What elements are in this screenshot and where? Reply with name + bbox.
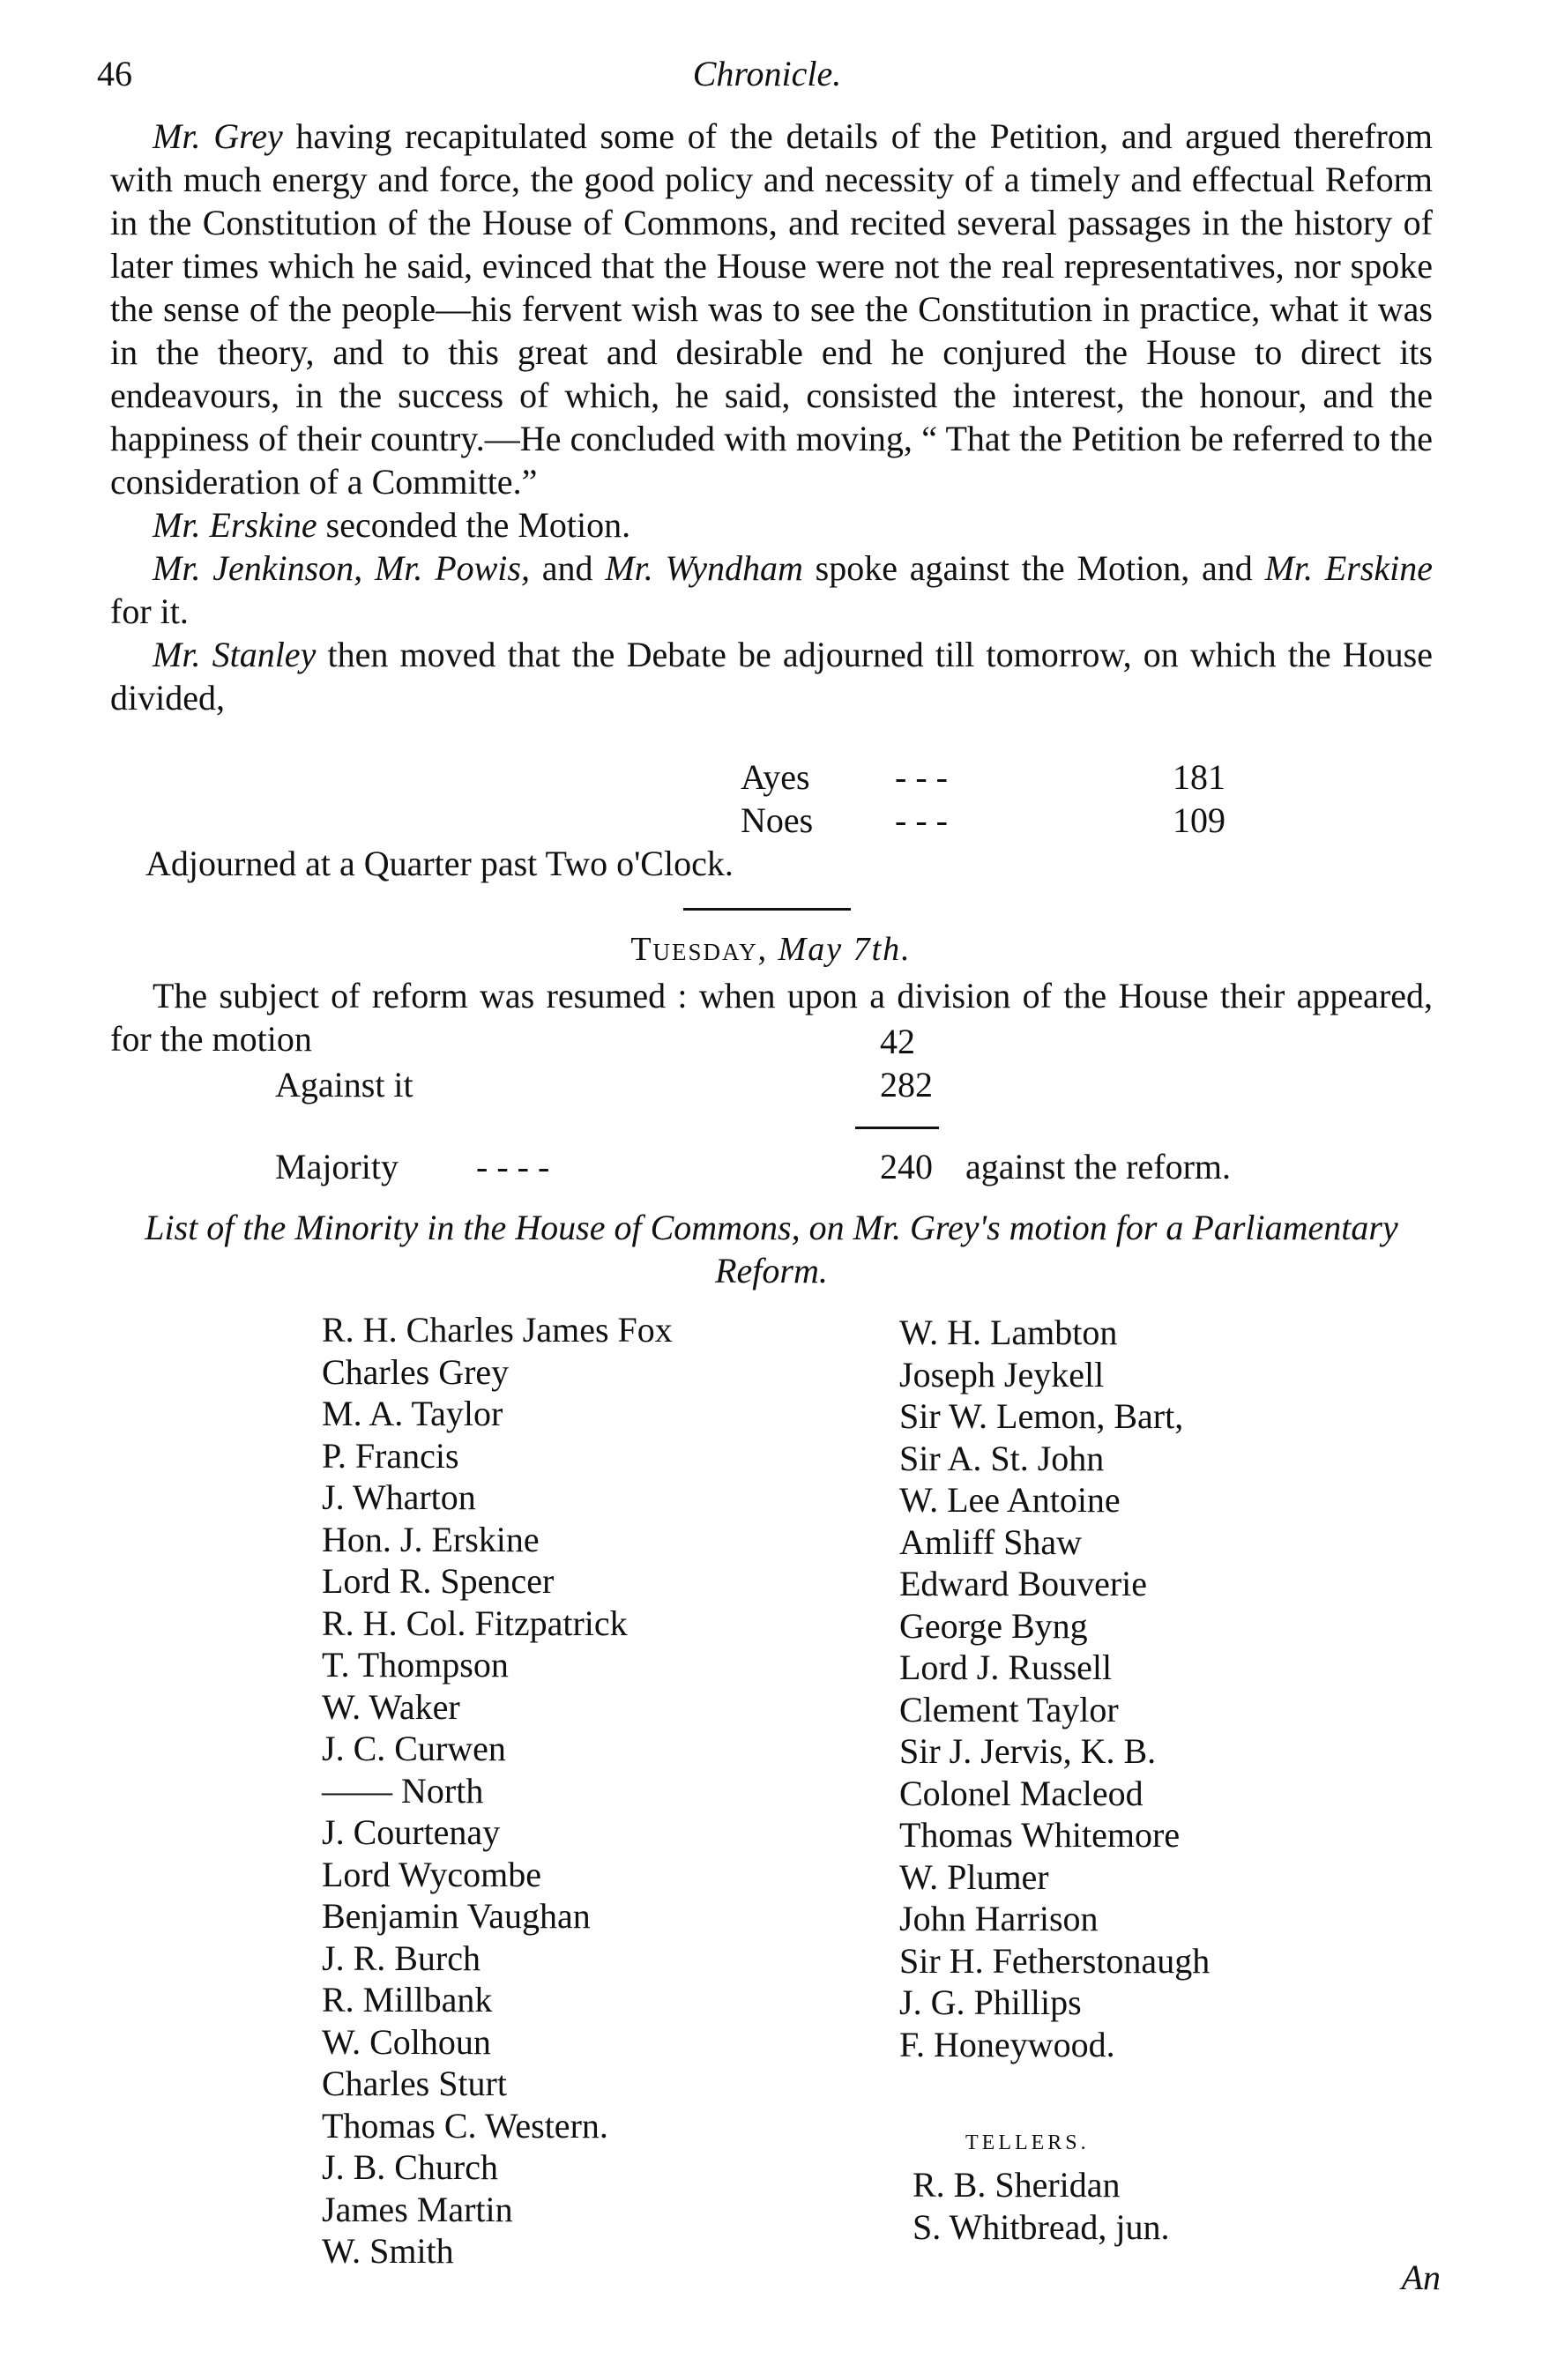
member-name: Joseph Jeykell (899, 1354, 1105, 1395)
page-header (97, 53, 1437, 106)
paragraph-text: spoke against the Motion, and (802, 548, 1265, 588)
speaker-name: Mr. Jenkinson, Mr. Powis, (153, 548, 530, 588)
noes-dashes: - - - (895, 800, 948, 840)
member-name: F. Honeywood. (899, 2024, 1115, 2064)
noes-value: 109 (1173, 800, 1225, 840)
majority-value: 240 (880, 1147, 933, 1186)
member-name: Thomas C. Western. (322, 2105, 608, 2146)
noes-row (145, 800, 1433, 843)
minority-list-right (899, 1312, 1210, 2065)
member-name: W. Colhoun (322, 2021, 491, 2062)
paragraph (110, 633, 1433, 719)
member-name: J. B. Church (322, 2147, 498, 2187)
member-name: J. R. Burch (322, 1937, 480, 1978)
member-name: Sir J. Jervis, K. B. (899, 1731, 1157, 1771)
member-name: Amliff Shaw (899, 1521, 1083, 1562)
section-heading (0, 930, 1542, 969)
member-name: W. Smith (322, 2231, 454, 2271)
majority-suffix: against the reform. (965, 1147, 1231, 1186)
majority-label: Majority (275, 1147, 399, 1186)
member-name: Lord J. Russell (899, 1647, 1113, 1687)
member-name: J. G. Phillips (899, 1982, 1082, 2022)
member-name: —— North (322, 1770, 484, 1811)
ayes-value: 181 (1173, 757, 1225, 797)
member-name: Charles Sturt (322, 2064, 507, 2103)
paragraph-text: for it. (110, 591, 189, 631)
paragraph (110, 115, 1433, 503)
speaker-name: Mr. Erskine (153, 505, 317, 545)
ayes-label: Ayes (741, 757, 810, 797)
paragraph (110, 547, 1433, 633)
division-result (145, 756, 1433, 886)
heading-date: May 7th. (778, 931, 912, 968)
against-value: 282 (880, 1065, 933, 1104)
member-name: Thomas Whitemore (899, 1815, 1181, 1855)
member-name: Clement Taylor (899, 1689, 1119, 1729)
majority-row (145, 1146, 1433, 1189)
member-name: J. Wharton (322, 1477, 476, 1517)
heading-day: Tuesday, (630, 931, 769, 968)
ayes-row (145, 756, 1433, 800)
page-number: 46 (97, 54, 132, 93)
member-name: Benjamin Vaughan (322, 1896, 591, 1936)
section-rule (683, 908, 851, 911)
member-name: John Harrison (899, 1899, 1099, 1938)
member-name: W. Lee Antoine (899, 1480, 1121, 1520)
ayes-dashes: - - - (895, 757, 948, 797)
member-name: R. H. Col. Fitzpatrick (322, 1603, 628, 1643)
for-value: 42 (880, 1022, 915, 1061)
member-name: P. Francis (322, 1435, 459, 1476)
member-name: J. Courtenay (322, 1812, 501, 1852)
adjourned-row (145, 843, 1433, 886)
speaker-name: Mr. Erskine (1264, 548, 1433, 588)
member-name: W. Plumer (899, 1856, 1049, 1897)
catchword: An (1401, 2257, 1441, 2297)
running-title: Chronicle. (692, 54, 842, 93)
member-name: J. C. Curwen (322, 1729, 506, 1768)
tuesday-text: The subject of reform was resumed : when upon a division of the House their appeared, for the motion (110, 976, 1433, 1059)
paragraph (110, 503, 1433, 547)
tellers-label: TELLERS. (965, 2131, 1090, 2154)
debate-paragraphs (110, 115, 1433, 719)
speaker-name: Mr. Wyndham (605, 548, 803, 588)
member-name: W. Waker (322, 1686, 460, 1727)
member-name: R. H. Charles James Fox (322, 1310, 673, 1350)
noes-label: Noes (741, 800, 814, 840)
speaker-name: Mr. Stanley (153, 635, 317, 674)
majority-dashes: - - - - (476, 1147, 550, 1186)
tellers-list (913, 2164, 1169, 2248)
member-name: Sir A. St. John (899, 1438, 1105, 1478)
paragraph-text: seconded the Motion. (317, 505, 631, 545)
speaker-name: Mr. Grey (153, 116, 283, 156)
member-name: R. Millbank (322, 1980, 493, 2019)
member-name: Colonel Macleod (899, 1773, 1143, 1813)
member-name: Sir W. Lemon, Bart, (899, 1396, 1184, 1436)
adjourned-text: Adjourned at a Quarter past Two o'Clock. (145, 844, 734, 883)
member-name: James Martin (322, 2189, 513, 2229)
sum-rule (855, 1127, 939, 1129)
member-name: Sir H. Fetherstonaugh (899, 1940, 1211, 1981)
teller-name: S. Whitbread, jun. (913, 2206, 1170, 2247)
member-name: Lord Wycombe (322, 1854, 542, 1894)
member-name: Hon. J. Erskine (322, 1519, 540, 1559)
teller-name: R. B. Sheridan (913, 2165, 1121, 2205)
member-name: Lord R. Spencer (322, 1561, 555, 1601)
tuesday-paragraph (110, 974, 1433, 1060)
list-title: List of the Minority in the House of Commons, on Mr. Grey's motion for a Parliamentary Reform. (145, 1208, 1398, 1290)
paragraph-text: having recapitulated some of the details of the Petition, and argued therefrom with much energy and force, the good policy and necessity of a timely and effectual Reform in the Constitution of the House of Commons, and recited several passages in the history of later times which he said, evinced that the House were not the real representatives, nor spoke the sense of the people—his fervent wish was to see the Constitution in practice, what it was in the theory, and to this great and desirable end he conjured the House to direct its endeavours, in the success of which, he said, consisted the interest, the honour, and the happiness of their country.—He concluded with moving, “ That the Petition be referred to the consideration of a Committe.” (110, 116, 1433, 502)
member-name: M. A. Taylor (322, 1394, 503, 1433)
member-name: Charles Grey (322, 1351, 510, 1392)
against-label: Against it (275, 1065, 413, 1104)
paragraph-text: and (529, 548, 606, 588)
member-name: T. Thompson (322, 1645, 509, 1685)
minority-list-left (322, 1309, 673, 2272)
member-name: W. H. Lambton (899, 1313, 1118, 1352)
paragraph-text: then moved that the Debate be adjourned till tomorrow, on which the House divided, (110, 635, 1434, 718)
member-name: Edward Bouverie (899, 1564, 1148, 1603)
member-name: George Byng (899, 1605, 1088, 1646)
